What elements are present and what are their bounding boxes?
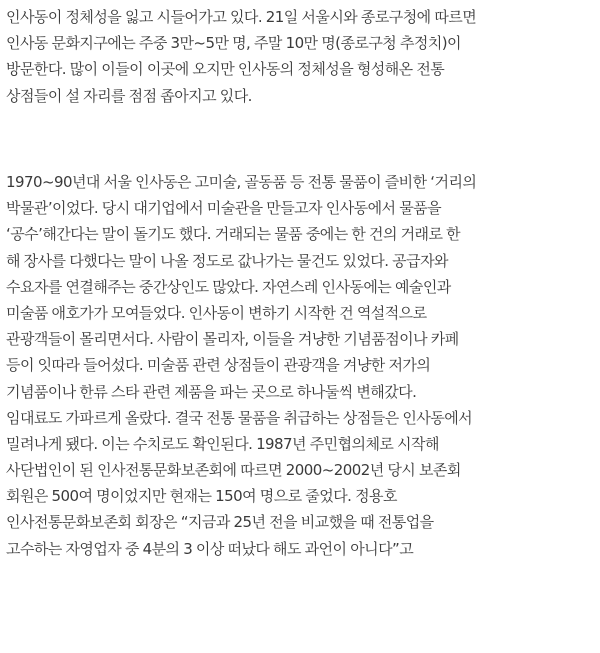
article-paragraph-2	[6, 169, 476, 562]
text-line: 회원은 500여 명이었지만 현재는 150여 명으로 줄었다. 정용호	[6, 487, 397, 506]
text-line: 밀려나게 됐다. 이는 수치로도 확인된다. 1987년 주민협의체로 시작해	[6, 434, 439, 453]
text-line: 방문한다. 많이 이들이 이곳에 오지만 인사동의 정체성을 형성해온 전통	[6, 60, 445, 79]
text-line: 1970~90년대 서울 인사동은 고미술, 골동품 등 전통 물품이 즐비한 ‘거리의	[6, 173, 477, 191]
text-line: 임대료도 가파르게 올랐다. 결국 전통 물품을 취급하는 상점들은 인사동에서	[6, 408, 473, 427]
text-line: 수요자를 연결해주는 중간상인도 많았다. 자연스레 인사동에는 예술인과	[6, 277, 451, 296]
text-line: 해 장사를 다했다는 말이 나올 정도로 값나가는 물건도 있었다. 공급자와	[6, 251, 448, 270]
text-line: 미술품 애호가가 모여들었다. 인사동이 변하기 시작한 건 역설적으로	[6, 303, 427, 322]
text-line: 인사전통문화보존회 회장은 “지금과 25년 전을 비교했을 때 전통업을	[6, 513, 434, 532]
text-line: 기념품이나 한류 스타 관련 제품을 파는 곳으로 하나둘씩 변해갔다.	[6, 382, 417, 401]
text-line: 등이 잇따라 들어섰다. 미술품 관련 상점들이 관광객을 겨냥한 저가의	[6, 356, 431, 375]
text-line: 관광객들이 몰리면서다. 사람이 몰리자, 이들을 겨냥한 기념품점이나 카페	[6, 330, 459, 349]
text-line: 인사동 문화지구에는 주중 3만~5만 명, 주말 10만 명(종로구청 추정치)이	[6, 34, 462, 53]
text-line: ‘공수’해간다는 말이 돌기도 했다. 거래되는 물품 중에는 한 건의 거래로 한	[6, 225, 461, 244]
text-line: 사단법인이 된 인사전통문화보존회에 따르면 2000~2002년 당시 보존회	[6, 461, 461, 480]
text-line: 고수하는 자영업자 중 4분의 3 이상 떠났다 해도 과언이 아니다”고	[6, 539, 414, 558]
text-line: 박물관’이었다. 당시 대기업에서 미술관을 만들고자 인사동에서 물품을	[6, 199, 442, 218]
text-line: 상점들이 설 자리를 점점 좁아지고 있다.	[6, 86, 252, 105]
text-line: 인사동이 정체성을 잃고 시들어가고 있다. 21일 서울시와 종로구청에 따르면	[6, 8, 477, 26]
article-paragraph-1	[6, 4, 476, 109]
